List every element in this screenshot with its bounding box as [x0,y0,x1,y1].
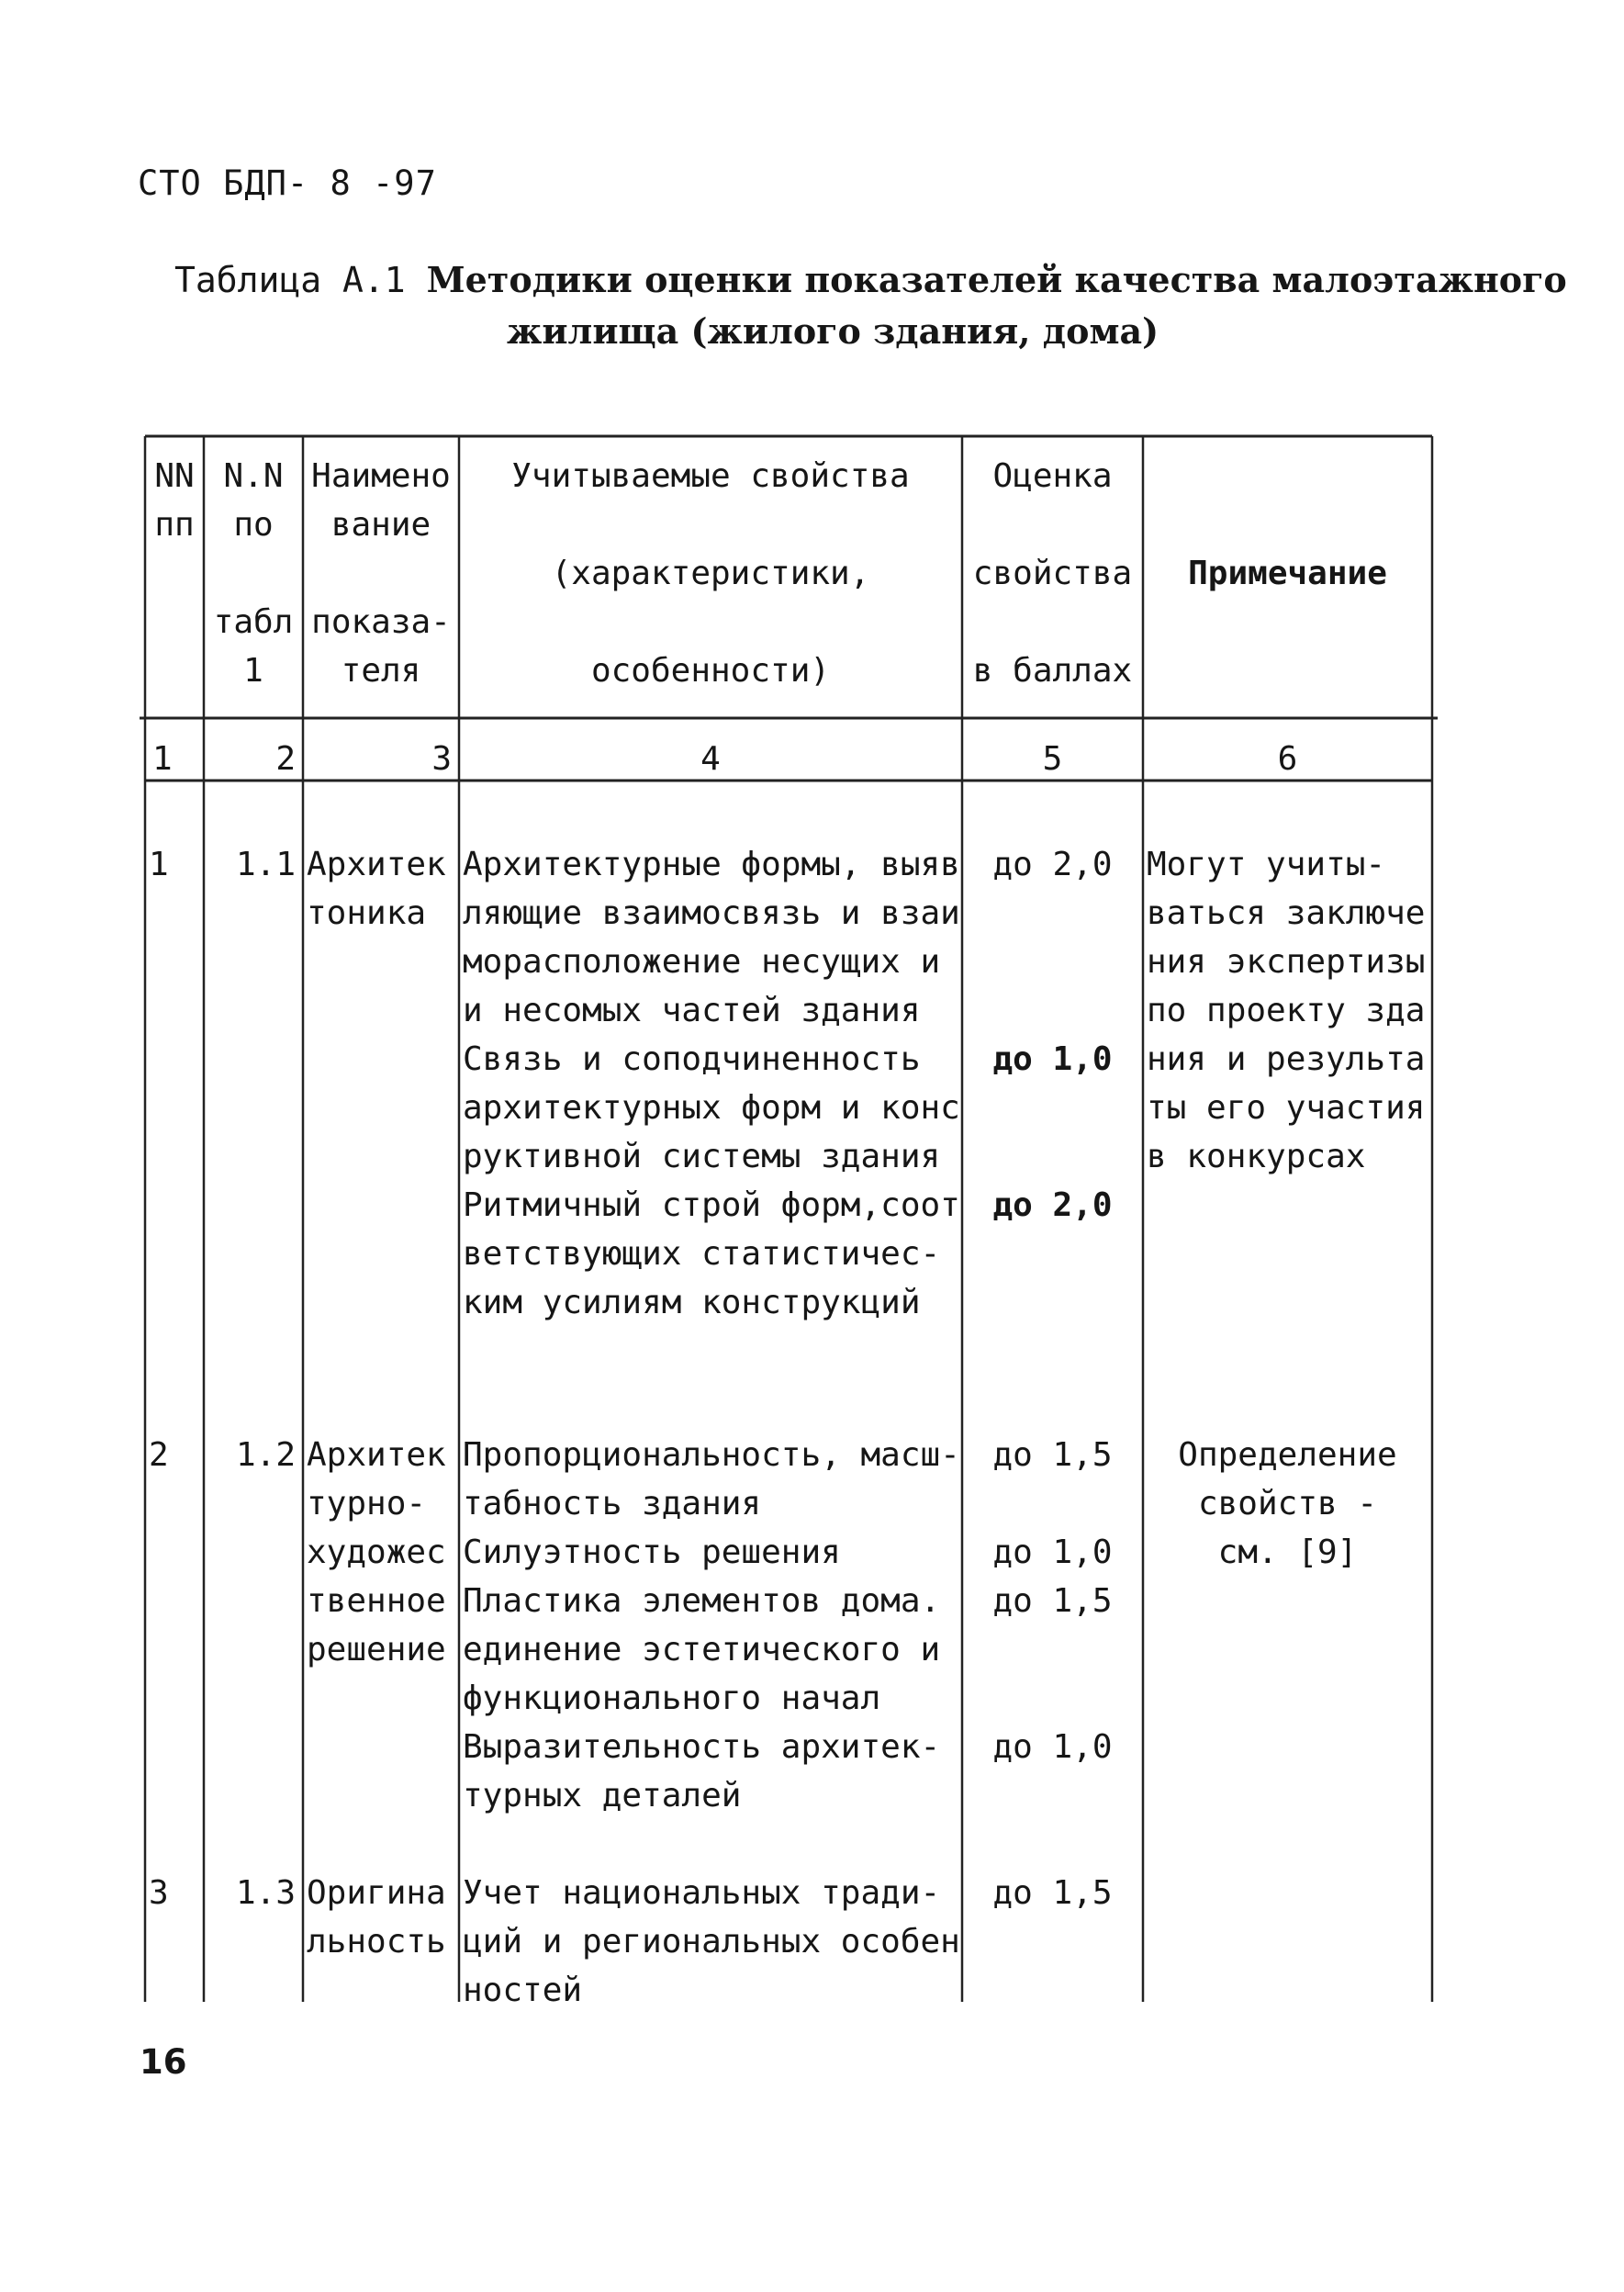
row-0-score-2: до 2,0 [992,1186,1113,1224]
row-1-property-line-1: табность здания [463,1485,762,1522]
row-1-name-line-3: твенное [307,1582,446,1620]
row-0-note-line-6: в конкурсах [1147,1138,1366,1175]
table-title-bold-2: жилища (жилого здания, дома) [507,310,1159,352]
row-1-property-line-5: функционального начал [463,1680,881,1717]
row-0-score-0: до 2,0 [992,846,1113,883]
page-number: 16 [140,2042,187,2082]
header-col5-line-2: свойства [972,555,1133,592]
row-2-name-line-0: Оригина [307,1874,446,1912]
row-0-ref: 1.1 [235,846,296,883]
row-0-property-line-9: ким усилиям конструкций [463,1284,921,1321]
row-1-name-line-4: решение [307,1631,446,1668]
row-0-note-line-5: ты его участия [1147,1089,1426,1127]
row-0-name-line-0: Архитек [307,846,446,883]
row-2-name-line-1: льность [307,1923,446,1961]
row-1-score-1: до 1,0 [992,1534,1113,1571]
row-0-note-line-3: по проекту зда [1147,992,1426,1029]
row-1-note-line-0: Определение [1178,1436,1397,1474]
row-1-property-line-3: Пластика элементов дома. [463,1582,941,1620]
row-1-num: 2 [149,1436,169,1474]
column-number-4: 4 [700,740,721,778]
column-number-3: 3 [431,740,452,778]
row-1-property-line-7: турных деталей [463,1777,742,1814]
row-0-property-line-5: архитектурных форм и конс [463,1089,960,1127]
row-0-note-line-0: Могут учиты- [1147,846,1386,883]
row-0-property-line-8: ветствующих статистичес- [463,1235,941,1273]
row-0-property-line-7: Ритмичный строй форм,соот [463,1186,960,1224]
row-0-property-line-6: руктивной системы здания [463,1138,941,1175]
row-1-property-line-4: единение эстетического и [463,1631,941,1668]
row-0-score-1: до 1,0 [992,1040,1113,1078]
header-col5-line-0: Оценка [992,457,1113,495]
table-title-bold-1: Методики оценки показателей качества малоэтажного [426,259,1567,300]
row-2-score-0: до 1,5 [992,1874,1113,1912]
row-0-note-line-1: ваться заключе [1147,894,1426,932]
header-col4-line-4: особенности) [590,652,831,690]
row-0-name-line-1: тоника [307,894,427,932]
header-col3-line-3: показа- [311,603,451,641]
header-col2-line-1: по [233,506,274,544]
row-1-ref: 1.2 [235,1436,296,1474]
row-0-property-line-4: Связь и соподчиненность [463,1040,921,1078]
row-2-ref: 1.3 [235,1874,296,1912]
header-col1-line-1: пп [154,506,195,544]
row-1-property-line-6: Выразительность архитек- [463,1728,941,1766]
row-1-name-line-0: Архитек [307,1436,446,1474]
row-1-name-line-1: турно- [307,1485,427,1522]
row-2-property-line-1: ций и региональных особен [463,1923,960,1961]
row-0-note-line-2: ния экспертизы [1147,943,1426,981]
row-0-property-line-0: Архитектурные формы, выяв [463,846,960,883]
table-title-prefix: Таблица А.1 [174,260,406,300]
row-1-note-line-1: свойств - [1197,1485,1378,1522]
column-number-5: 5 [1042,740,1063,778]
column-number-2: 2 [275,740,296,778]
row-0-note-line-4: ния и результа [1147,1040,1426,1078]
row-1-score-3: до 1,0 [992,1728,1113,1766]
header-col1-line-0: NN [154,457,195,495]
row-0-num: 1 [149,846,169,883]
row-2-property-line-0: Учет национальных тради- [463,1874,941,1912]
row-1-score-2: до 1,5 [992,1582,1113,1620]
header-col5-line-4: в баллах [972,652,1133,690]
row-1-name-line-2: художес [307,1534,446,1571]
row-1-score-0: до 1,5 [992,1436,1113,1474]
header-col3-line-4: теля [341,652,421,690]
header-col6: Примечание [1188,555,1387,592]
column-number-6: 6 [1277,740,1298,778]
row-2-property-line-2: ностей [463,1972,583,2009]
header-col3-line-1: вание [330,506,431,544]
row-0-property-line-1: ляющие взаимосвязь и взаи [463,894,960,932]
row-2-num: 3 [149,1874,169,1912]
header-col3-line-0: Наимено [311,457,451,495]
row-1-note-line-2: см. [9] [1217,1534,1358,1571]
header-col2-line-3: табл [213,603,294,641]
row-1-property-line-2: Силуэтность решения [463,1534,841,1571]
header-col2-line-4: 1 [243,652,263,690]
row-0-property-line-3: и несомых частей здания [463,992,921,1029]
doc-code: СТО БДП- 8 -97 [138,163,437,203]
row-0-property-line-2: морасположение несущих и [463,943,941,981]
header-col2-line-0: N.N [223,457,284,495]
header-col4-line-0: Учитываемые свойства [511,457,910,495]
header-col4-line-2: (характеристики, [551,555,870,592]
row-1-property-line-0: Пропорциональность, масш- [463,1436,960,1474]
column-number-1: 1 [152,740,173,778]
